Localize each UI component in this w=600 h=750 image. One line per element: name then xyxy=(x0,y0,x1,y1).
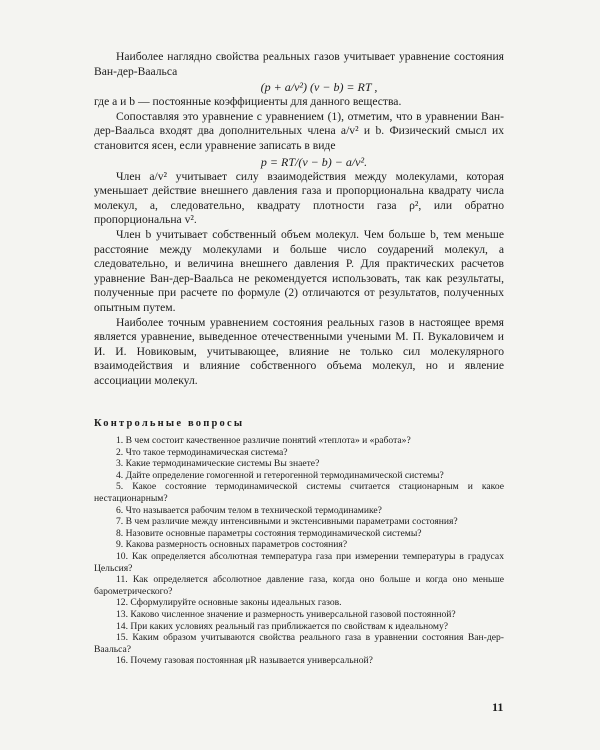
question-item: 16. Почему газовая постоянная μR называется универсальной? xyxy=(116,655,373,667)
paragraph-3: Член a/v² учитывает силу взаимодействия между молекулами, которая уменьшает действие внешнего давления газа и пропорциональна квадрату числа молекул, а, следовательно, квадрату плотности газа ρ², или обратно пропорциональна v². xyxy=(94,169,504,227)
question-item: 6. Что называется рабочим телом в технической термодинамике? xyxy=(116,504,382,516)
question-item: 9. Какова размерность основных параметров состояния? xyxy=(116,539,348,551)
question-item: 12. Сформулируйте основные законы идеальных газов. xyxy=(116,597,342,609)
question-item: 13. Каково численное значение и размерность универсальной газовой постоянной? xyxy=(116,608,456,620)
formula-pressure: p = RT/(v − b) − a/v². xyxy=(260,154,368,169)
question-item: 8. Назовите основные параметры состояния термодинамической системы? xyxy=(116,527,422,539)
question-item: 11. Как определяется абсолютное давление газа, когда оно больше и когда оно меньше барометрического? xyxy=(94,574,504,597)
question-item: 3. Какие термодинамические системы Вы знаете? xyxy=(116,458,320,470)
formula-van-der-waals: (p + a/v²) (v − b) = RT , xyxy=(260,80,378,95)
questions-list xyxy=(94,435,504,667)
question-item: 4. Дайте определение гомогенной и гетерогенной термодинамической системы? xyxy=(116,469,444,481)
paragraph-4: Член b учитывает собственный объем молекул. Чем больше b, тем меньше расстояние между молекулами и больше число соударений молекул, а следовательно, и величина внешнего давления P. Для практических расчетов уравнение Ван-дер-Ваальса не рекомендуется использовать, так как результаты, полученные при расчете по формуле (2) отличаются от результатов, полученных опытным путем. xyxy=(94,227,504,314)
question-item: 5. Какое состояние термодинамической системы считается стационарным и какое нестационарным? xyxy=(94,481,504,504)
paragraph-2: Сопоставляя это уравнение с уравнением (1), отметим, что в уравнении Ван-дер-Ваальса входят два дополнительных члена a/v² и b. Физический смысл их становится ясен, если уравнение записать в виде xyxy=(94,109,504,152)
section-title: Контрольные вопросы xyxy=(94,418,245,429)
question-item: 10. Как определяется абсолютная температура газа при измерении температуры в градусах Цельсия? xyxy=(94,550,504,574)
question-item: 1. В чем состоит качественное различие понятий «теплота» и «работа»? xyxy=(116,435,411,446)
paragraph-1: Наиболее наглядно свойства реальных газов учитывает уравнение состояния Ван-дер-Ваальса xyxy=(94,50,504,78)
question-item: 14. При каких условиях реальный газ приближается по свойствам к идеальному? xyxy=(116,620,449,632)
question-item: 7. В чем различие между интенсивными и экстенсивными параметрами состояния? xyxy=(116,516,458,528)
paragraph-5: Наиболее точным уравнением состояния реальных газов в настоящее время является уравнение, выведенное отечественными учеными М. П. Вукаловичем и И. И. Новиковым, учитывающее, влияние не только сил молекулярного взаимодействия и влияние собственного объема молекул, но и явление ассоциации молекул. xyxy=(94,315,504,387)
question-item: 2. Что такое термодинамическая система? xyxy=(116,446,288,458)
question-item: 15. Каким образом учитываются свойства реального газа в уравнении состояния Ван-дер-Ваальса? xyxy=(94,632,504,655)
paragraph-1-continuation: где a и b — постоянные коэффициенты для данного вещества. xyxy=(94,95,402,109)
main-text xyxy=(94,50,504,388)
page-number: 11 xyxy=(492,700,504,714)
